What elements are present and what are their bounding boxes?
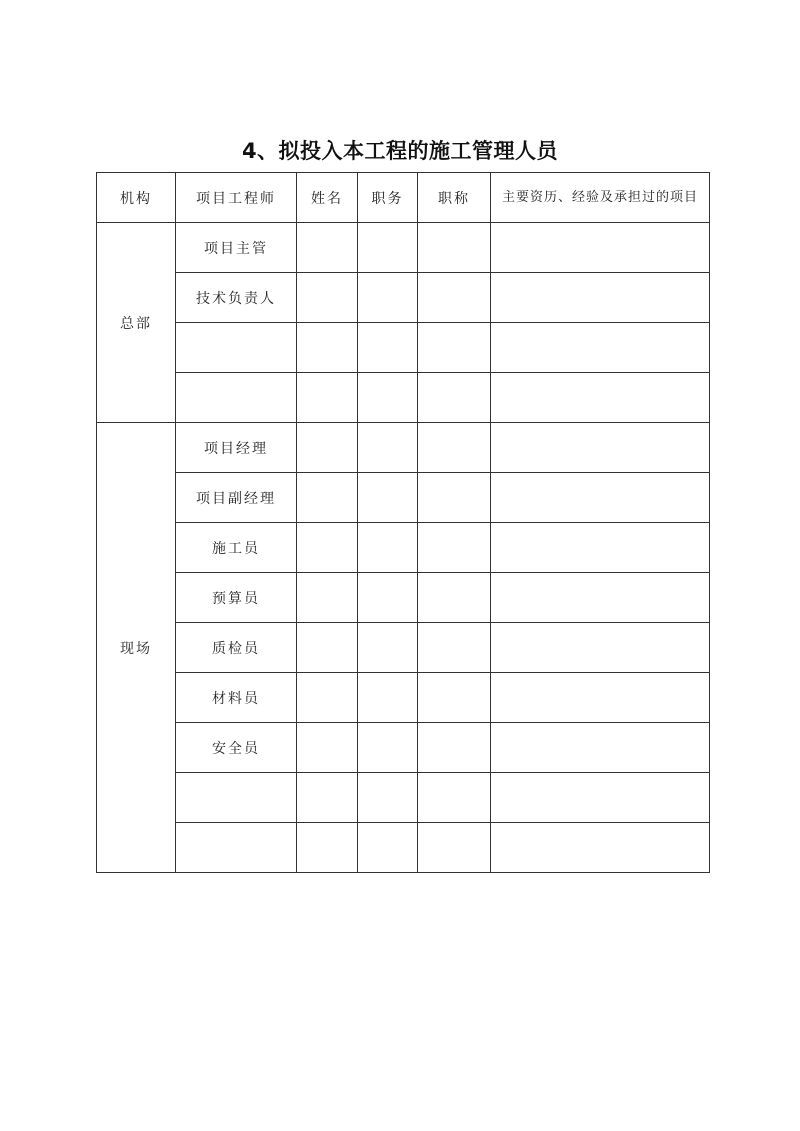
name-cell[interactable] xyxy=(297,573,358,623)
position-cell[interactable] xyxy=(358,673,418,723)
name-cell[interactable] xyxy=(297,323,358,373)
rank-cell[interactable] xyxy=(418,823,491,873)
name-cell[interactable] xyxy=(297,823,358,873)
rank-cell[interactable] xyxy=(418,623,491,673)
position-cell[interactable] xyxy=(358,723,418,773)
experience-cell[interactable] xyxy=(491,673,710,723)
position-cell[interactable] xyxy=(358,573,418,623)
table-row xyxy=(97,723,710,773)
experience-cell[interactable] xyxy=(491,323,710,373)
table-row xyxy=(97,773,710,823)
header-position: 职务 xyxy=(358,173,418,223)
org-cell-hq: 总部 xyxy=(97,223,176,423)
role-cell: 技术负责人 xyxy=(176,273,297,323)
position-cell[interactable] xyxy=(358,423,418,473)
rank-cell[interactable] xyxy=(418,773,491,823)
name-cell[interactable] xyxy=(297,673,358,723)
position-cell[interactable] xyxy=(358,273,418,323)
name-cell[interactable] xyxy=(297,223,358,273)
table-row xyxy=(97,673,710,723)
rank-cell[interactable] xyxy=(418,273,491,323)
role-cell: 安全员 xyxy=(176,723,297,773)
name-cell[interactable] xyxy=(297,473,358,523)
role-cell: 质检员 xyxy=(176,623,297,673)
experience-cell[interactable] xyxy=(491,623,710,673)
table-row xyxy=(97,523,710,573)
role-cell[interactable] xyxy=(176,773,297,823)
position-cell[interactable] xyxy=(358,223,418,273)
header-role: 项目工程师 xyxy=(176,173,297,223)
header-name: 姓名 xyxy=(297,173,358,223)
rank-cell[interactable] xyxy=(418,223,491,273)
rank-cell[interactable] xyxy=(418,523,491,573)
name-cell[interactable] xyxy=(297,373,358,423)
org-cell-site: 现场 xyxy=(97,423,176,873)
header-org: 机构 xyxy=(97,173,176,223)
name-cell[interactable] xyxy=(297,423,358,473)
experience-cell[interactable] xyxy=(491,473,710,523)
name-cell[interactable] xyxy=(297,623,358,673)
role-cell[interactable] xyxy=(176,823,297,873)
experience-cell[interactable] xyxy=(491,723,710,773)
experience-cell[interactable] xyxy=(491,773,710,823)
position-cell[interactable] xyxy=(358,323,418,373)
role-cell[interactable] xyxy=(176,323,297,373)
table-header-row xyxy=(97,173,710,223)
role-cell: 材料员 xyxy=(176,673,297,723)
role-cell: 施工员 xyxy=(176,523,297,573)
rank-cell[interactable] xyxy=(418,673,491,723)
position-cell[interactable] xyxy=(358,373,418,423)
role-cell: 项目副经理 xyxy=(176,473,297,523)
page-title: 4、拟投入本工程的施工管理人员 xyxy=(241,139,559,163)
rank-cell[interactable] xyxy=(418,473,491,523)
table-row xyxy=(97,823,710,873)
staff-table xyxy=(96,172,710,873)
table-row xyxy=(97,573,710,623)
header-rank: 职称 xyxy=(418,173,491,223)
position-cell[interactable] xyxy=(358,823,418,873)
table-row xyxy=(97,623,710,673)
role-cell: 预算员 xyxy=(176,573,297,623)
experience-cell[interactable] xyxy=(491,573,710,623)
table-row xyxy=(97,473,710,523)
rank-cell[interactable] xyxy=(418,373,491,423)
rank-cell[interactable] xyxy=(418,723,491,773)
name-cell[interactable] xyxy=(297,523,358,573)
table-row xyxy=(97,373,710,423)
role-cell: 项目主管 xyxy=(176,223,297,273)
name-cell[interactable] xyxy=(297,273,358,323)
position-cell[interactable] xyxy=(358,773,418,823)
rank-cell[interactable] xyxy=(418,323,491,373)
position-cell[interactable] xyxy=(358,523,418,573)
rank-cell[interactable] xyxy=(418,423,491,473)
role-cell[interactable] xyxy=(176,373,297,423)
position-cell[interactable] xyxy=(358,473,418,523)
experience-cell[interactable] xyxy=(491,373,710,423)
header-experience: 主要资历、经验及承担过的项目 xyxy=(491,173,710,223)
table-row xyxy=(97,323,710,373)
table-row xyxy=(97,223,710,273)
experience-cell[interactable] xyxy=(491,273,710,323)
name-cell[interactable] xyxy=(297,723,358,773)
table-row xyxy=(97,273,710,323)
experience-cell[interactable] xyxy=(491,423,710,473)
role-cell: 项目经理 xyxy=(176,423,297,473)
position-cell[interactable] xyxy=(358,623,418,673)
experience-cell[interactable] xyxy=(491,823,710,873)
experience-cell[interactable] xyxy=(491,523,710,573)
table-row xyxy=(97,423,710,473)
experience-cell[interactable] xyxy=(491,223,710,273)
rank-cell[interactable] xyxy=(418,573,491,623)
name-cell[interactable] xyxy=(297,773,358,823)
